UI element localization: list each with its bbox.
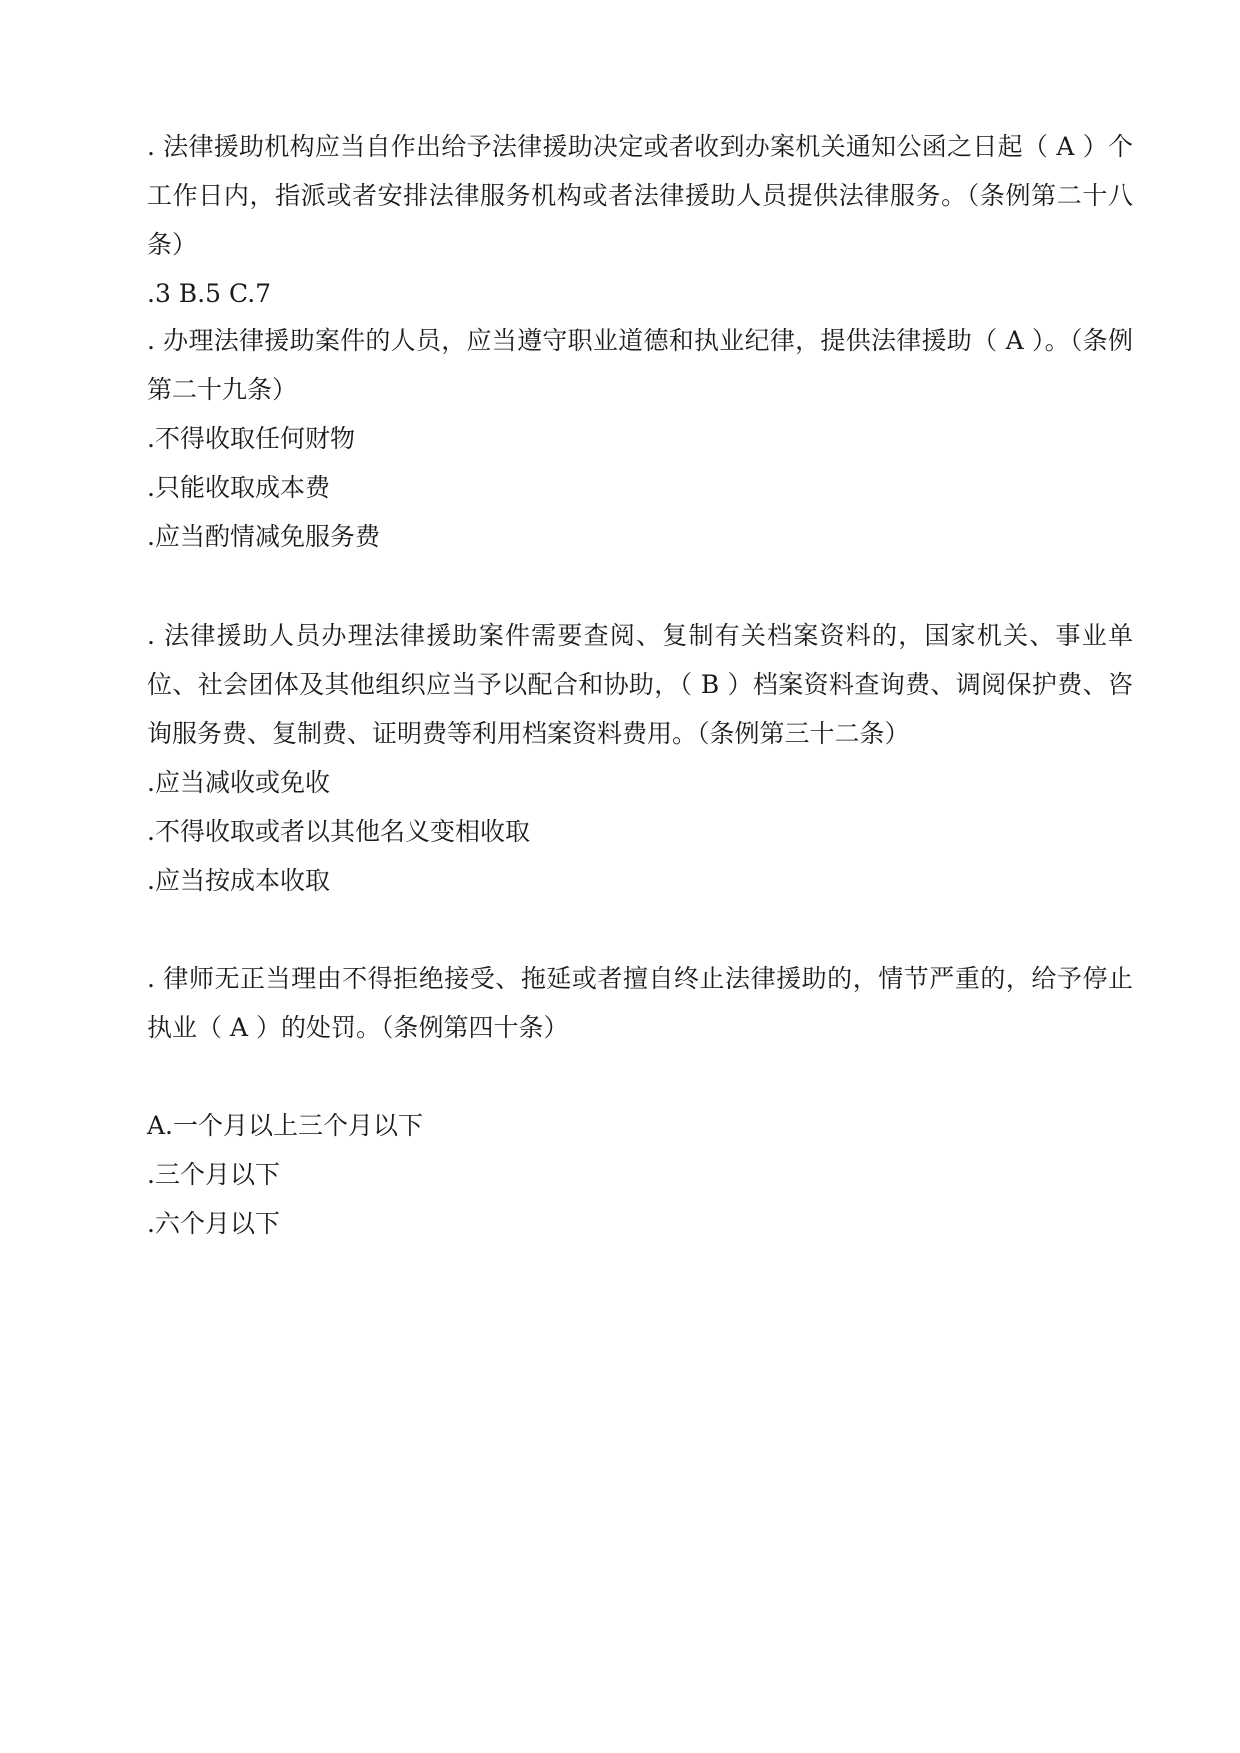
question-text: . 法律援助机构应当自作出给予法律援助决定或者收到办案机关通知公函之日起（ A ）个工作日内，指派或者安排法律服务机构或者法律援助人员提供法律服务。（条例第二十八条）: [147, 132, 1133, 259]
option-b: .不得收取或者以其他名义变相收取: [147, 817, 530, 846]
question-text: . 律师无正当理由不得拒绝接受、拖延或者擅自终止法律援助的，情节严重的，给予停止执业（ A ）的处罚。（条例第四十条）: [147, 964, 1133, 1042]
option-c: .应当酌情减免服务费: [147, 522, 380, 551]
question-text: . 办理法律援助案件的人员，应当遵守职业道德和执业纪律，提供法律援助（ A ）。（条例第二十九条）: [147, 326, 1133, 404]
option-a: .应当减收或免收: [147, 768, 330, 797]
option-line: .3 B.5 C.7: [147, 279, 272, 308]
question-2: [147, 316, 1133, 561]
question-1: [147, 122, 1133, 318]
option-a: A.一个月以上三个月以下: [147, 1111, 424, 1140]
question-3: [147, 611, 1133, 905]
option-c: .应当按成本收取: [147, 866, 330, 895]
option-b: .只能收取成本费: [147, 473, 330, 502]
option-c: .六个月以下: [147, 1209, 280, 1238]
question-4: [147, 954, 1133, 1248]
option-b: .三个月以下: [147, 1160, 280, 1189]
option-a: .不得收取任何财物: [147, 424, 355, 453]
question-text: . 法律援助人员办理法律援助案件需要查阅、复制有关档案资料的，国家机关、事业单位、社会团体及其他组织应当予以配合和协助，（ B ）档案资料查询费、调阅保护费、咨询服务费、复制费、证明费等利用档案资料费用。（条例第三十二条）: [147, 621, 1133, 748]
